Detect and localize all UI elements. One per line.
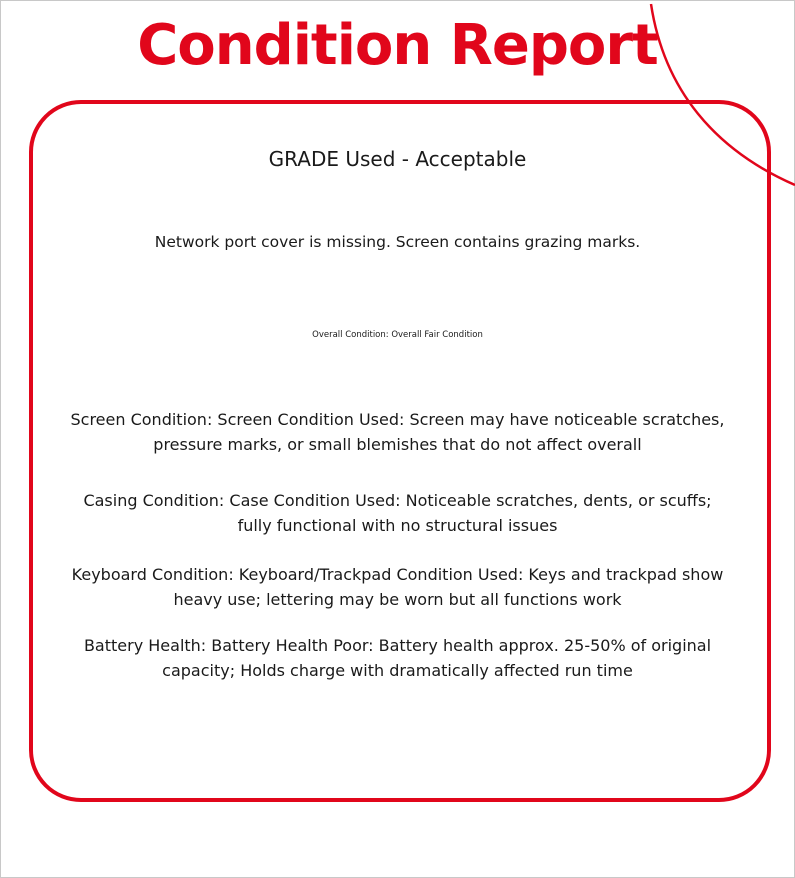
casing-condition: Casing Condition: Case Condition Used: Noticeable scratches, dents, or scuffs; fully functional with no structural issues: [83, 491, 712, 535]
page-title: Condition Report: [137, 13, 658, 78]
keyboard-condition: Keyboard Condition: Keyboard/Trackpad Condition Used: Keys and trackpad show heavy use; lettering may be worn but all functions work: [71, 565, 724, 609]
grade-label: GRADE Used - Acceptable: [268, 147, 527, 171]
battery-health: Battery Health: Battery Health Poor: Battery health approx. 25-50% of original capacity; Holds charge with dramatically affected run time: [83, 636, 712, 680]
condition-notes: Network port cover is missing. Screen contains grazing marks.: [154, 233, 641, 251]
overall-condition: Overall Condition: Overall Fair Condition: [312, 330, 483, 340]
screen-condition: Screen Condition: Screen Condition Used: Screen may have noticeable scratches, pressure marks, or small blemishes that do not affect overall: [70, 410, 725, 454]
